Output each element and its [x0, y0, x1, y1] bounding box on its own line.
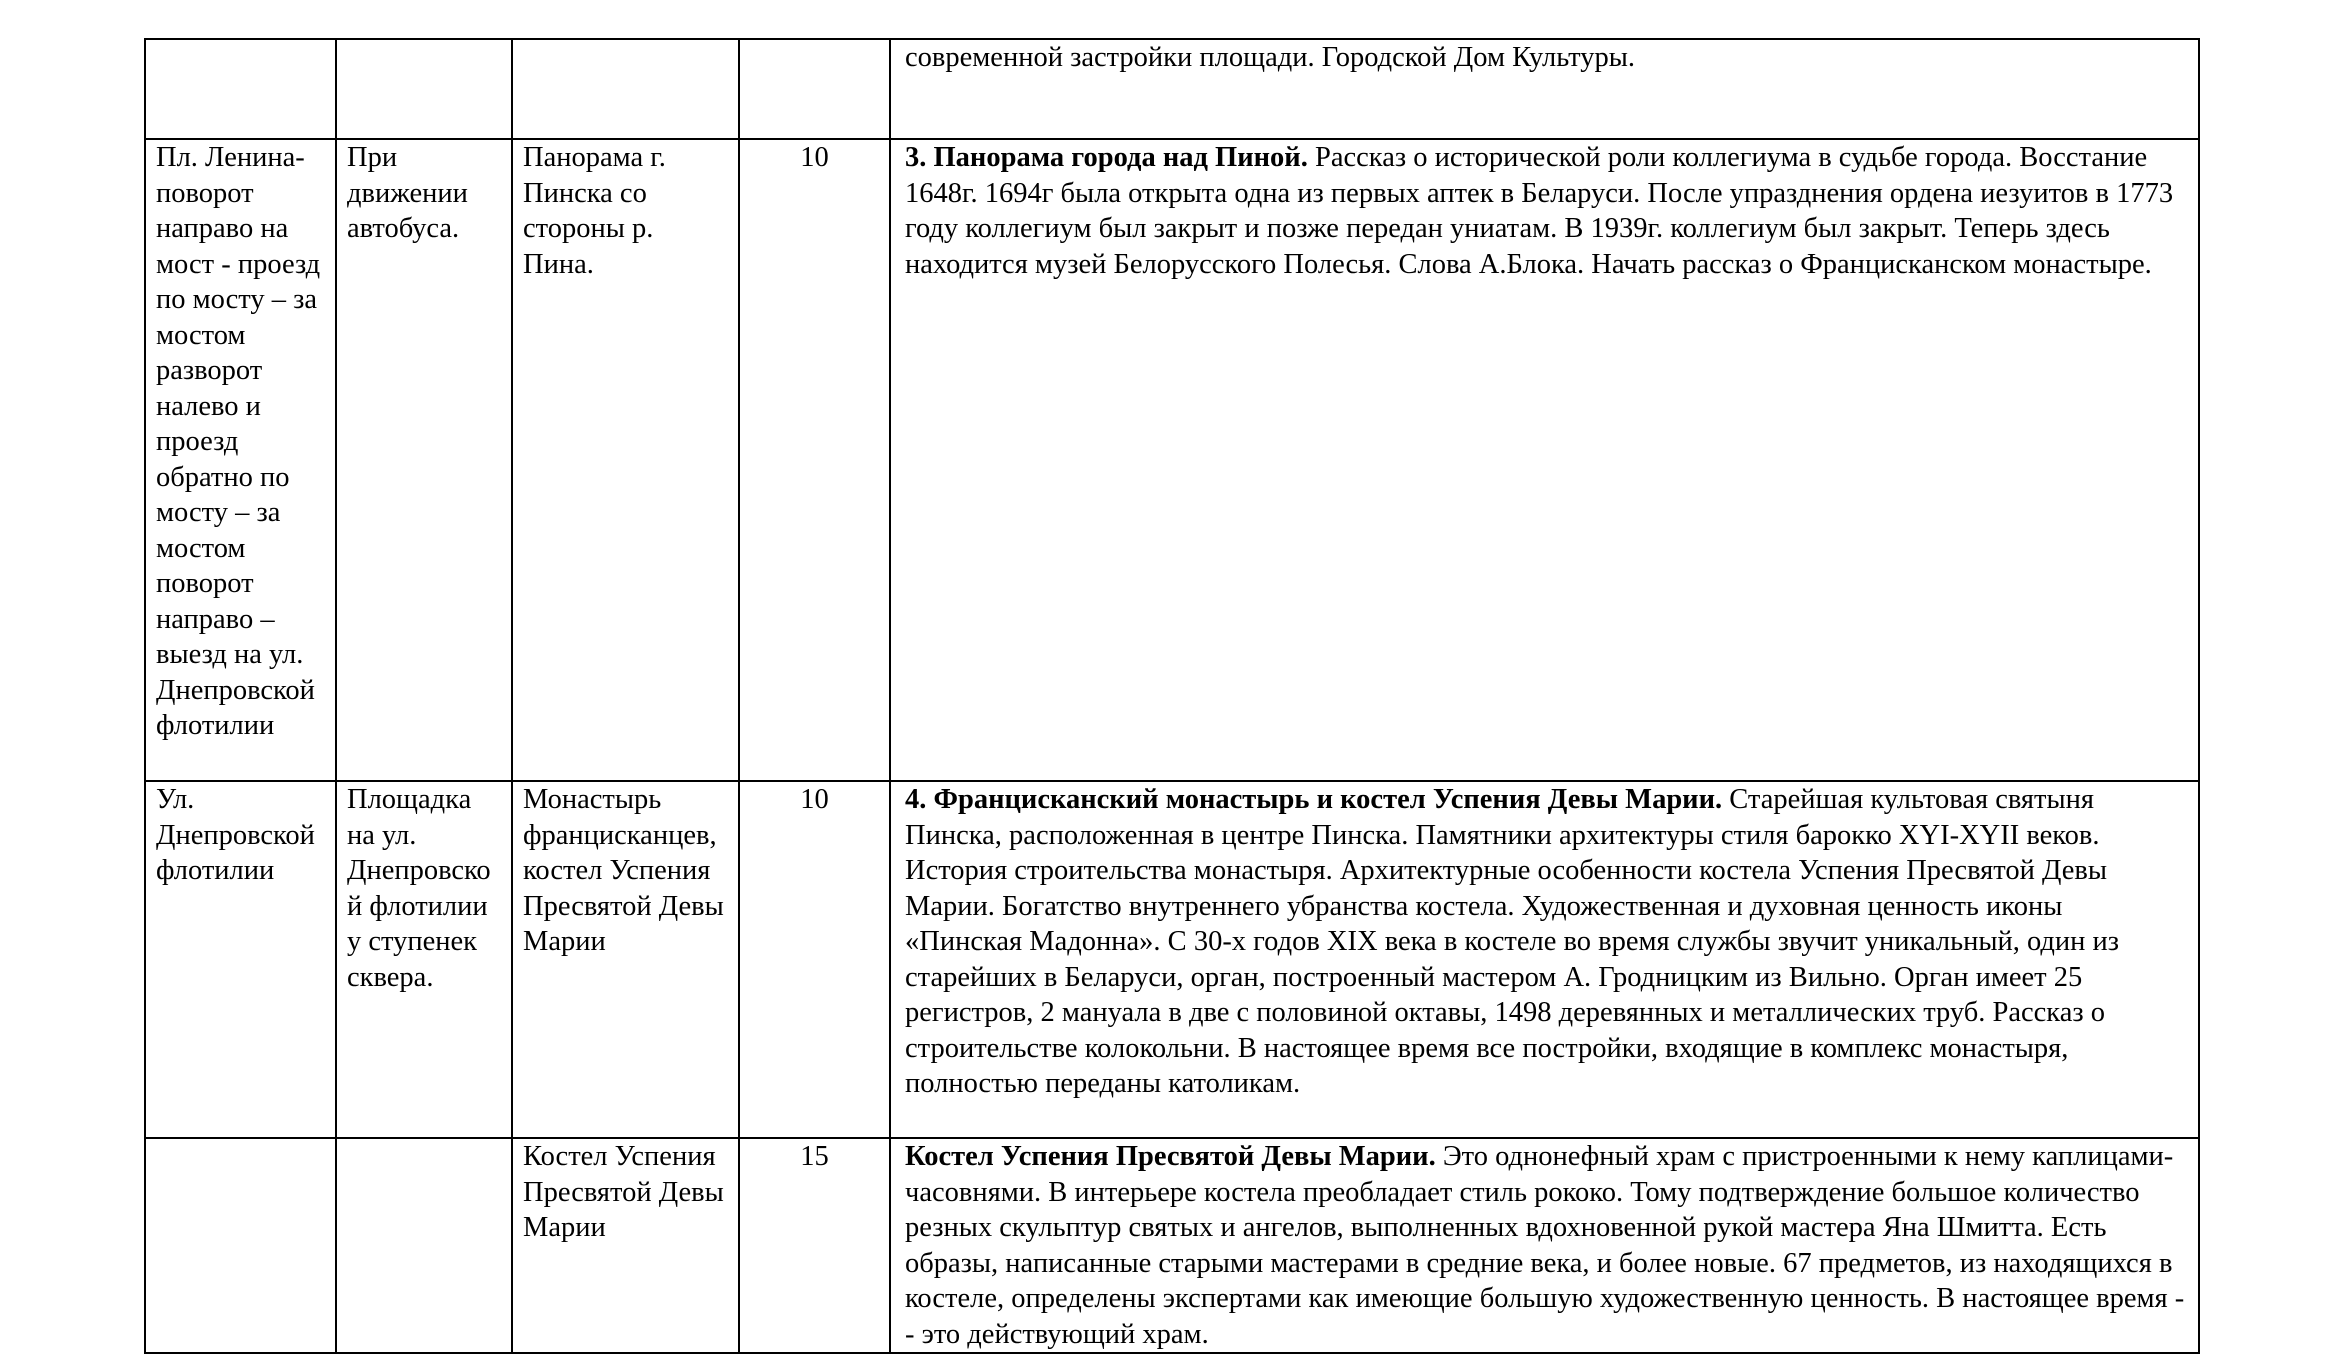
- route-cell: Пл. Ленина- поворот направо на мост - проезд по мосту – за мостом разворот налево и проезд обратно по мосту – за мостом поворот направо – выезд на ул. Днепровской флотилии: [145, 139, 336, 781]
- minutes-cell: 10: [739, 781, 890, 1138]
- stop-cell: Площадка на ул. Днепровской флотилии у ступенек сквера.: [336, 781, 512, 1138]
- description-text: Старейшая культовая святыня Пинска, расположенная в центре Пинска. Памятники архитектуры стиля барокко XYI-XYII веков. История строительства монастыря. Архитектурные особенности костела Успения Пресвятой Девы Марии. Богатство внутреннего убранства костела. Художественная и духовная ценность иконы «Пинская Мадонна». С 30-х годов XIX века в костеле во время службы звучит уникальный, один из старейших в Беларуси, орган, построенный мастером А. Гродницким из Вильно. Орган имеет 25 регистров, 2 мануала в две с половиной октавы, 1498 деревянных и металлических труб. Рассказ о строительстве колокольни. В настоящее время все постройки, входящие в комплекс монастыря, полностью переданы католикам.: [905, 784, 2120, 1099]
- description-cell: [890, 39, 2199, 139]
- description-heading: 4. Францисканский монастырь и костел Успения Девы Марии.: [905, 784, 1723, 815]
- minutes-cell: 15: [739, 1138, 890, 1353]
- route-cell: Ул. Днепровской флотилии: [145, 781, 336, 1138]
- stop-cell: [336, 39, 512, 139]
- stop-cell: При движении автобуса.: [336, 139, 512, 781]
- description-cell: [890, 139, 2199, 781]
- description-text: Рассказ о исторической роли коллегиума в судьбе города. Восстание 1648г. 1694г была открыта одна из первых аптек в Беларуси. После упразднения ордена иезуитов в 1773 году коллегиум был закрыт и позже передан униатам. В 1939г. коллегиум был закрыт. Теперь здесь находится музей Белорусского Полесья. Слова А.Блока. Начать рассказ о Францисканском монастыре.: [905, 142, 2174, 280]
- route-cell: [145, 39, 336, 139]
- description-text: современной застройки площади. Городской Дом Культуры.: [905, 42, 1635, 73]
- excursion-route-table: [144, 38, 2200, 1354]
- table-row: [145, 39, 2199, 139]
- description-cell: [890, 781, 2199, 1138]
- table-row: [145, 139, 2199, 781]
- object-cell: [512, 39, 739, 139]
- table-row: [145, 1138, 2199, 1353]
- minutes-cell: [739, 39, 890, 139]
- object-cell: Костел Успения Пресвятой Девы Марии: [512, 1138, 739, 1353]
- object-cell: Монастырь францисканцев, костел Успения Пресвятой Девы Марии: [512, 781, 739, 1138]
- minutes-cell: 10: [739, 139, 890, 781]
- description-heading: 3. Панорама города над Пиной.: [905, 142, 1308, 173]
- route-cell: [145, 1138, 336, 1353]
- stop-cell: [336, 1138, 512, 1353]
- object-cell: Панорама г. Пинска со стороны р. Пина.: [512, 139, 739, 781]
- description-text: Это однонефный храм с пристроенными к нему каплицами- часовнями. В интерьере костела преобладает стиль рококо. Тому подтверждение большое количество резных скульптур святых и ангелов, выполненных вдохновенной рукой мастера Яна Шмитта. Есть образы, написанные старыми мастерами в средние века, и более новые. 67 предметов, из находящихся в костеле, определены экспертами как имеющие большую художественную ценность. В настоящее время -- это действующий храм.: [905, 1141, 2185, 1350]
- table-row: [145, 781, 2199, 1138]
- description-cell: [890, 1138, 2199, 1353]
- description-heading: Костел Успения Пресвятой Девы Марии.: [905, 1141, 1436, 1172]
